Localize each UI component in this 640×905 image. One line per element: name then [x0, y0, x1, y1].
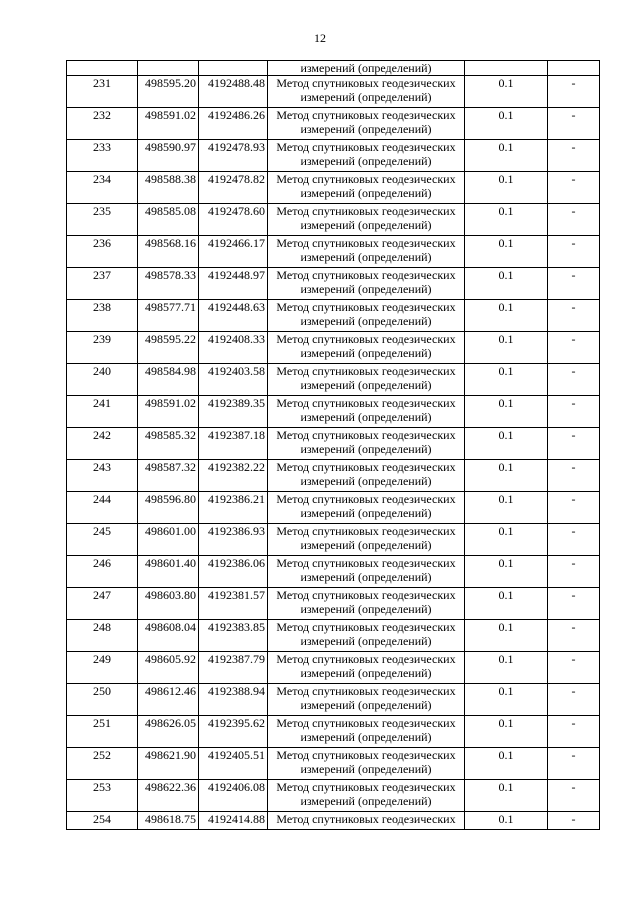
cell-method [268, 652, 465, 684]
cell-method [268, 812, 465, 830]
method-line: Метод спутниковых геодезических [276, 332, 456, 346]
cell-x: 498608.04 [138, 620, 199, 652]
cell-precision: 0.1 [465, 780, 548, 812]
method-line: измерений (определений) [300, 570, 432, 584]
method-line: Метод спутниковых геодезических [276, 364, 456, 378]
method-line: измерений (определений) [300, 61, 432, 75]
cell-method [268, 61, 465, 76]
cell-point-number: 231 [67, 76, 138, 108]
table-row [67, 76, 600, 108]
cell-method [268, 332, 465, 364]
cell-x: 498585.08 [138, 204, 199, 236]
table-row [67, 428, 600, 460]
cell-method [268, 780, 465, 812]
method-line: измерений (определений) [300, 378, 432, 392]
cell-extra: - [548, 780, 600, 812]
cell-point-number: 254 [67, 812, 138, 830]
cell-precision: 0.1 [465, 620, 548, 652]
cell-x: 498622.36 [138, 780, 199, 812]
cell-point-number: 252 [67, 748, 138, 780]
cell-y: 4192387.18 [199, 428, 268, 460]
cell-x: 498596.80 [138, 492, 199, 524]
table-body [67, 61, 600, 830]
method-line: Метод спутниковых геодезических [276, 108, 456, 122]
table-row [67, 620, 600, 652]
cell-y: 4192388.94 [199, 684, 268, 716]
cell-y [199, 61, 268, 76]
cell-y: 4192382.22 [199, 460, 268, 492]
method-line: Метод спутниковых геодезических [276, 716, 456, 730]
cell-y: 4192381.57 [199, 588, 268, 620]
cell-point-number: 244 [67, 492, 138, 524]
table-row [67, 396, 600, 428]
cell-extra: - [548, 364, 600, 396]
table-row [67, 172, 600, 204]
table-row [67, 716, 600, 748]
cell-extra: - [548, 396, 600, 428]
cell-x: 498590.97 [138, 140, 199, 172]
method-line: Метод спутниковых геодезических [276, 524, 456, 538]
cell-method [268, 268, 465, 300]
cell-x: 498605.92 [138, 652, 199, 684]
method-line: измерений (определений) [300, 90, 432, 104]
cell-point-number: 236 [67, 236, 138, 268]
cell-extra: - [548, 300, 600, 332]
cell-point-number: 249 [67, 652, 138, 684]
cell-precision: 0.1 [465, 204, 548, 236]
cell-x [138, 61, 199, 76]
cell-precision: 0.1 [465, 76, 548, 108]
table-row [67, 812, 600, 830]
cell-point-number: 248 [67, 620, 138, 652]
method-line: Метод спутниковых геодезических [276, 780, 456, 794]
cell-point-number: 251 [67, 716, 138, 748]
cell-point-number: 253 [67, 780, 138, 812]
cell-y: 4192448.63 [199, 300, 268, 332]
cell-x: 498584.98 [138, 364, 199, 396]
table-row [67, 300, 600, 332]
cell-precision: 0.1 [465, 364, 548, 396]
method-line: Метод спутниковых геодезических [276, 204, 456, 218]
cell-method [268, 108, 465, 140]
method-line: Метод спутниковых геодезических [276, 652, 456, 666]
cell-y: 4192478.93 [199, 140, 268, 172]
method-line: измерений (определений) [300, 506, 432, 520]
cell-method [268, 396, 465, 428]
cell-y: 4192408.33 [199, 332, 268, 364]
cell-extra: - [548, 716, 600, 748]
method-line: измерений (определений) [300, 794, 432, 808]
method-line: измерений (определений) [300, 538, 432, 552]
cell-extra: - [548, 588, 600, 620]
cell-method [268, 140, 465, 172]
cell-x: 498588.38 [138, 172, 199, 204]
cell-point-number: 242 [67, 428, 138, 460]
method-line: измерений (определений) [300, 186, 432, 200]
method-line: измерений (определений) [300, 474, 432, 488]
cell-method [268, 76, 465, 108]
cell-y: 4192488.48 [199, 76, 268, 108]
cell-y: 4192448.97 [199, 268, 268, 300]
cell-precision: 0.1 [465, 300, 548, 332]
cell-method [268, 524, 465, 556]
cell-method [268, 620, 465, 652]
cell-extra: - [548, 652, 600, 684]
cell-y: 4192386.21 [199, 492, 268, 524]
cell-method [268, 588, 465, 620]
method-line: Метод спутниковых геодезических [276, 236, 456, 250]
method-line: измерений (определений) [300, 410, 432, 424]
cell-method [268, 172, 465, 204]
table-row [67, 748, 600, 780]
cell-method [268, 204, 465, 236]
cell-point-number: 241 [67, 396, 138, 428]
cell-point-number [67, 61, 138, 76]
table-row [67, 652, 600, 684]
cell-method [268, 556, 465, 588]
method-line: измерений (определений) [300, 602, 432, 616]
cell-extra: - [548, 172, 600, 204]
table-row [67, 588, 600, 620]
table-row [67, 556, 600, 588]
cell-extra: - [548, 236, 600, 268]
table-row [67, 492, 600, 524]
cell-precision: 0.1 [465, 684, 548, 716]
cell-point-number: 250 [67, 684, 138, 716]
table-row [67, 204, 600, 236]
cell-x: 498591.02 [138, 396, 199, 428]
cell-x: 498618.75 [138, 812, 199, 830]
cell-extra: - [548, 748, 600, 780]
cell-precision: 0.1 [465, 428, 548, 460]
table-row [67, 108, 600, 140]
table-row [67, 684, 600, 716]
cell-x: 498601.40 [138, 556, 199, 588]
table-row [67, 236, 600, 268]
cell-y: 4192403.58 [199, 364, 268, 396]
cell-x: 498578.33 [138, 268, 199, 300]
cell-precision: 0.1 [465, 588, 548, 620]
cell-extra: - [548, 428, 600, 460]
cell-x: 498603.80 [138, 588, 199, 620]
cell-extra: - [548, 268, 600, 300]
cell-point-number: 243 [67, 460, 138, 492]
cell-method [268, 236, 465, 268]
cell-method [268, 428, 465, 460]
method-line: измерений (определений) [300, 634, 432, 648]
method-line: измерений (определений) [300, 346, 432, 360]
cell-extra: - [548, 556, 600, 588]
method-line: Метод спутниковых геодезических [276, 812, 456, 826]
method-line: Метод спутниковых геодезических [276, 556, 456, 570]
cell-y: 4192486.26 [199, 108, 268, 140]
cell-point-number: 233 [67, 140, 138, 172]
table-row [67, 140, 600, 172]
cell-y: 4192386.06 [199, 556, 268, 588]
method-line: измерений (определений) [300, 218, 432, 232]
cell-x: 498591.02 [138, 108, 199, 140]
page-number: 12 [314, 31, 326, 45]
cell-x: 498621.90 [138, 748, 199, 780]
cell-point-number: 237 [67, 268, 138, 300]
method-line: Метод спутниковых геодезических [276, 620, 456, 634]
cell-method [268, 492, 465, 524]
cell-x: 498601.00 [138, 524, 199, 556]
cell-point-number: 235 [67, 204, 138, 236]
cell-x: 498577.71 [138, 300, 199, 332]
table-row [67, 780, 600, 812]
method-line: Метод спутниковых геодезических [276, 460, 456, 474]
method-line: Метод спутниковых геодезических [276, 396, 456, 410]
cell-y: 4192406.08 [199, 780, 268, 812]
method-line: Метод спутниковых геодезических [276, 172, 456, 186]
cell-precision: 0.1 [465, 332, 548, 364]
cell-x: 498568.16 [138, 236, 199, 268]
cell-point-number: 232 [67, 108, 138, 140]
cell-y: 4192405.51 [199, 748, 268, 780]
method-line: измерений (определений) [300, 442, 432, 456]
method-line: Метод спутниковых геодезических [276, 300, 456, 314]
cell-precision: 0.1 [465, 140, 548, 172]
cell-extra: - [548, 140, 600, 172]
method-line: измерений (определений) [300, 762, 432, 776]
cell-extra: - [548, 460, 600, 492]
method-line: измерений (определений) [300, 122, 432, 136]
cell-method [268, 364, 465, 396]
cell-precision: 0.1 [465, 492, 548, 524]
cell-precision: 0.1 [465, 652, 548, 684]
cell-precision: 0.1 [465, 524, 548, 556]
method-line: измерений (определений) [300, 730, 432, 744]
cell-precision: 0.1 [465, 108, 548, 140]
cell-extra: - [548, 620, 600, 652]
method-line: измерений (определений) [300, 314, 432, 328]
cell-point-number: 239 [67, 332, 138, 364]
cell-precision: 0.1 [465, 460, 548, 492]
cell-point-number: 245 [67, 524, 138, 556]
cell-extra: - [548, 76, 600, 108]
table-row [67, 268, 600, 300]
cell-extra: - [548, 204, 600, 236]
method-line: измерений (определений) [300, 154, 432, 168]
cell-precision: 0.1 [465, 268, 548, 300]
cell-point-number: 234 [67, 172, 138, 204]
cell-precision: 0.1 [465, 748, 548, 780]
cell-precision: 0.1 [465, 172, 548, 204]
table-row-continuation [67, 61, 600, 76]
method-line: измерений (определений) [300, 282, 432, 296]
cell-y: 4192414.88 [199, 812, 268, 830]
cell-x: 498612.46 [138, 684, 199, 716]
method-line: измерений (определений) [300, 666, 432, 680]
cell-extra: - [548, 108, 600, 140]
cell-y: 4192383.85 [199, 620, 268, 652]
cell-x: 498595.20 [138, 76, 199, 108]
cell-precision: 0.1 [465, 236, 548, 268]
cell-x: 498626.05 [138, 716, 199, 748]
cell-extra [548, 61, 600, 76]
method-line: измерений (определений) [300, 250, 432, 264]
method-line: измерений (определений) [300, 698, 432, 712]
coordinates-table [66, 60, 600, 830]
table-row [67, 460, 600, 492]
cell-y: 4192386.93 [199, 524, 268, 556]
cell-precision: 0.1 [465, 812, 548, 830]
cell-method [268, 460, 465, 492]
cell-method [268, 748, 465, 780]
cell-precision [465, 61, 548, 76]
method-line: Метод спутниковых геодезических [276, 588, 456, 602]
cell-point-number: 240 [67, 364, 138, 396]
cell-extra: - [548, 332, 600, 364]
cell-point-number: 247 [67, 588, 138, 620]
cell-y: 4192389.35 [199, 396, 268, 428]
cell-extra: - [548, 524, 600, 556]
cell-y: 4192387.79 [199, 652, 268, 684]
method-line: Метод спутниковых геодезических [276, 684, 456, 698]
method-line: Метод спутниковых геодезических [276, 428, 456, 442]
cell-y: 4192478.60 [199, 204, 268, 236]
cell-precision: 0.1 [465, 716, 548, 748]
cell-y: 4192478.82 [199, 172, 268, 204]
method-line: Метод спутниковых геодезических [276, 492, 456, 506]
cell-point-number: 238 [67, 300, 138, 332]
cell-y: 4192395.62 [199, 716, 268, 748]
method-line: Метод спутниковых геодезических [276, 268, 456, 282]
method-line: Метод спутниковых геодезических [276, 140, 456, 154]
cell-extra: - [548, 492, 600, 524]
cell-extra: - [548, 684, 600, 716]
cell-precision: 0.1 [465, 556, 548, 588]
cell-method [268, 684, 465, 716]
table-row [67, 332, 600, 364]
cell-method [268, 716, 465, 748]
cell-y: 4192466.17 [199, 236, 268, 268]
cell-extra: - [548, 812, 600, 830]
table-row [67, 364, 600, 396]
cell-x: 498585.32 [138, 428, 199, 460]
table-row [67, 524, 600, 556]
cell-x: 498587.32 [138, 460, 199, 492]
cell-x: 498595.22 [138, 332, 199, 364]
cell-point-number: 246 [67, 556, 138, 588]
method-line: Метод спутниковых геодезических [276, 748, 456, 762]
cell-precision: 0.1 [465, 396, 548, 428]
cell-method [268, 300, 465, 332]
method-line: Метод спутниковых геодезических [276, 76, 456, 90]
